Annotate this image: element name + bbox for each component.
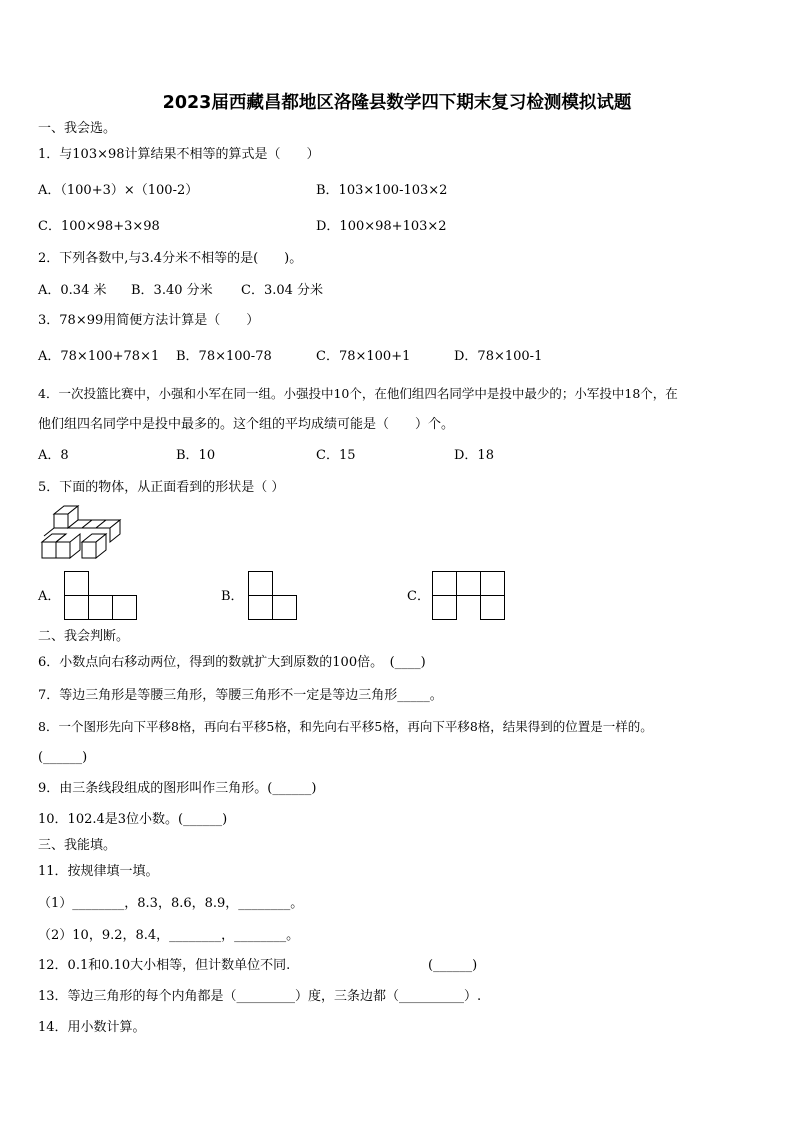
question-8-blank: (______)	[38, 750, 88, 765]
question-5: 5．下面的物体，从正面看到的形状是（ ）	[38, 480, 285, 495]
shape-option-b	[248, 571, 298, 622]
question-14: 14．用小数计算。	[38, 1020, 146, 1035]
option-d: D．100×98+103×2	[316, 219, 447, 234]
cube-stack-figure	[38, 504, 123, 564]
option-a: A．	[38, 589, 61, 604]
question-11-part-1: （1）________，8.3，8.6，8.9，________。	[38, 896, 304, 911]
question-10: 10．102.4是3位小数。(______)	[38, 812, 228, 827]
question-6: 6．小数点向右移动两位，得到的数就扩大到原数的100倍。 (____)	[38, 655, 426, 670]
option-c: C．3.04 分米	[241, 283, 324, 298]
question-12: 12．0.1和0.10大小相等，但计数单位不同.	[38, 958, 291, 973]
page-title: 2023届西藏昌都地区洛隆县数学四下期末复习检测模拟试题	[162, 93, 632, 113]
question-4: 4．一次投篮比赛中，小强和小军在同一组。小强投中10个，在他们组四名同学中是投中最少的；小军投中18个，在	[38, 386, 678, 401]
question-9: 9．由三条线段组成的图形叫作三角形。(______)	[38, 781, 317, 796]
option-a: A．78×100+78×1	[38, 349, 160, 364]
question-1: 1．与103×98计算结果不相等的算式是（ ）	[38, 147, 320, 162]
option-b: B．	[221, 589, 244, 604]
section-heading: 二、我会判断。	[38, 629, 130, 644]
question-7: 7．等边三角形是等腰三角形，等腰三角形不一定是等边三角形_____。	[38, 688, 443, 703]
option-a: A．（100+3）×（100-2）	[38, 183, 199, 198]
option-d: D．78×100-1	[454, 349, 543, 364]
option-c: C．15	[316, 448, 356, 463]
option-b: B．78×100-78	[176, 349, 272, 364]
question-12-blank: (______)	[428, 958, 478, 973]
shape-option-c	[432, 571, 506, 622]
option-b: B．10	[176, 448, 216, 463]
question-13: 13．等边三角形的每个内角都是（_________）度，三条边都（__________）.	[38, 989, 482, 1004]
question-4-cont: 他们组四名同学中是投中最多的。这个组的平均成绩可能是（ ）个。	[38, 417, 455, 432]
option-a: A．8	[38, 448, 69, 463]
option-c: C．100×98+3×98	[38, 219, 160, 234]
section-heading: 一、我会选。	[38, 121, 117, 136]
option-c: C．78×100+1	[316, 349, 411, 364]
option-a: A．0.34 米	[38, 283, 107, 298]
question-2: 2．下列各数中,与3.4分米不相等的是( )。	[38, 251, 303, 266]
question-8: 8．一个图形先向下平移8格，再向右平移5格，和先向右平移5格，再向下平移8格，结果得到的位置是一样的。	[38, 719, 653, 734]
question-3: 3．78×99用简便方法计算是（ ）	[38, 313, 260, 328]
question-11: 11．按规律填一填。	[38, 864, 159, 879]
question-11-part-2: （2）10，9.2，8.4，________，________。	[38, 928, 300, 943]
option-b: B．103×100-103×2	[316, 183, 448, 198]
section-heading: 三、我能填。	[38, 838, 117, 853]
option-b: B．3.40 分米	[131, 283, 213, 298]
shape-option-a	[64, 571, 138, 622]
option-c: C．	[407, 589, 430, 604]
option-d: D．18	[454, 448, 494, 463]
